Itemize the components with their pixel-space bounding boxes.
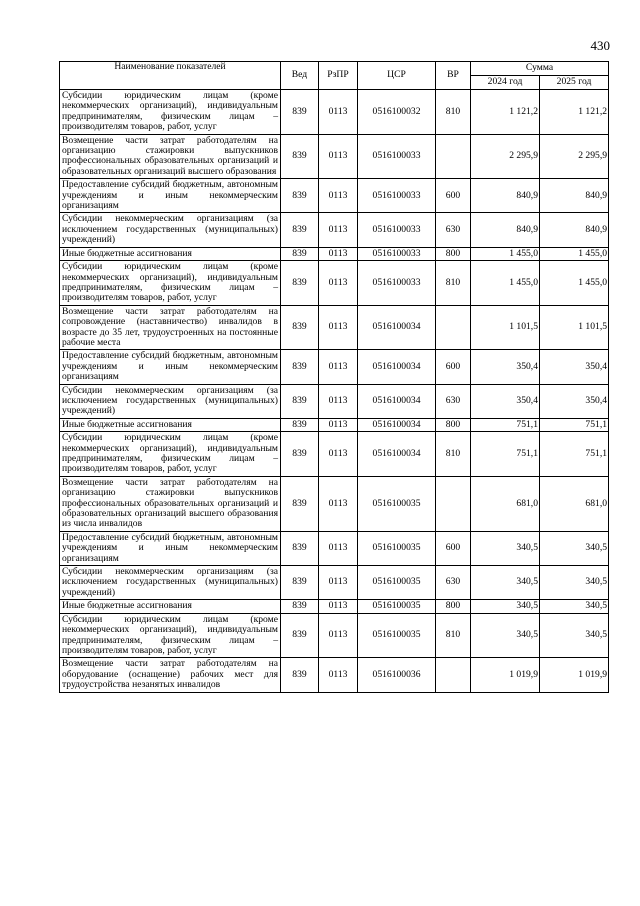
- row-sum-2025: 350,4: [540, 384, 609, 418]
- header-vr: ВР: [436, 62, 471, 90]
- row-vr: 630: [436, 213, 471, 247]
- row-vr: 810: [436, 261, 471, 306]
- row-sum-2025: 840,9: [540, 179, 609, 213]
- row-name: Субсидии некоммерческим организациям (за исключением государственных (муниципальных) учреждений): [60, 213, 281, 247]
- row-vr: 810: [436, 432, 471, 477]
- row-ved: 839: [281, 566, 319, 600]
- budget-table: [59, 61, 609, 693]
- row-sum-2025: 1 121,2: [540, 90, 609, 135]
- row-vr: 600: [436, 350, 471, 384]
- row-sum-2024: 340,5: [471, 600, 540, 613]
- row-sum-2025: 681,0: [540, 476, 609, 531]
- row-sum-2024: 751,1: [471, 418, 540, 431]
- row-csr: 0516100036: [358, 658, 436, 692]
- row-vr: [436, 305, 471, 350]
- row-csr: 0516100033: [358, 261, 436, 306]
- row-sum-2024: 1 455,0: [471, 247, 540, 260]
- row-sum-2025: 340,5: [540, 531, 609, 565]
- row-vr: 810: [436, 90, 471, 135]
- row-vr: [436, 658, 471, 692]
- row-ved: 839: [281, 600, 319, 613]
- header-year-2024: 2024 год: [471, 76, 540, 90]
- row-vr: [436, 476, 471, 531]
- row-sum-2025: 340,5: [540, 613, 609, 658]
- row-name: Иные бюджетные ассигнования: [60, 418, 281, 431]
- row-csr: 0516100035: [358, 476, 436, 531]
- row-rzpr: 0113: [319, 432, 358, 477]
- row-sum-2025: 340,5: [540, 566, 609, 600]
- table-body: [60, 90, 609, 693]
- row-csr: 0516100035: [358, 613, 436, 658]
- table-row: [60, 600, 609, 613]
- row-csr: 0516100032: [358, 90, 436, 135]
- row-csr: 0516100033: [358, 134, 436, 179]
- row-ved: 839: [281, 418, 319, 431]
- row-rzpr: 0113: [319, 418, 358, 431]
- row-sum-2024: 350,4: [471, 350, 540, 384]
- row-sum-2024: 751,1: [471, 432, 540, 477]
- row-rzpr: 0113: [319, 134, 358, 179]
- row-ved: 839: [281, 179, 319, 213]
- row-vr: 630: [436, 384, 471, 418]
- row-sum-2024: 840,9: [471, 213, 540, 247]
- table-row: [60, 531, 609, 565]
- row-rzpr: 0113: [319, 600, 358, 613]
- row-sum-2025: 340,5: [540, 600, 609, 613]
- header-csr: ЦСР: [358, 62, 436, 90]
- row-csr: 0516100035: [358, 531, 436, 565]
- row-rzpr: 0113: [319, 384, 358, 418]
- row-name: Предоставление субсидий бюджетным, автономным учреждениям и иным некоммерческим организациям: [60, 179, 281, 213]
- row-sum-2024: 2 295,9: [471, 134, 540, 179]
- table-row: [60, 658, 609, 692]
- row-csr: 0516100035: [358, 566, 436, 600]
- row-sum-2024: 1 121,2: [471, 90, 540, 135]
- row-sum-2024: 681,0: [471, 476, 540, 531]
- row-ved: 839: [281, 305, 319, 350]
- row-sum-2025: 751,1: [540, 418, 609, 431]
- table-row: [60, 213, 609, 247]
- table-row: [60, 261, 609, 306]
- row-ved: 839: [281, 384, 319, 418]
- header-sum: Сумма: [471, 62, 609, 76]
- table-row: [60, 613, 609, 658]
- row-csr: 0516100034: [358, 384, 436, 418]
- row-rzpr: 0113: [319, 261, 358, 306]
- row-ved: 839: [281, 432, 319, 477]
- table-row: [60, 476, 609, 531]
- row-ved: 839: [281, 247, 319, 260]
- page-number: 430: [590, 38, 610, 53]
- row-csr: 0516100034: [358, 432, 436, 477]
- row-csr: 0516100034: [358, 350, 436, 384]
- row-csr: 0516100034: [358, 418, 436, 431]
- row-ved: 839: [281, 658, 319, 692]
- row-sum-2024: 350,4: [471, 384, 540, 418]
- header-ved: Вед: [281, 62, 319, 90]
- row-name: Субсидии юридическим лицам (кроме некоммерческих организаций), индивидуальным предпринимателям, физическим лицам – производителям товаров, работ, услуг: [60, 432, 281, 477]
- row-sum-2025: 350,4: [540, 350, 609, 384]
- table-row: [60, 90, 609, 135]
- header-year-2025: 2025 год: [540, 76, 609, 90]
- row-csr: 0516100033: [358, 247, 436, 260]
- row-rzpr: 0113: [319, 613, 358, 658]
- row-vr: 600: [436, 531, 471, 565]
- row-csr: 0516100035: [358, 600, 436, 613]
- row-ved: 839: [281, 531, 319, 565]
- row-csr: 0516100033: [358, 179, 436, 213]
- header-name: Наименование показателей: [60, 62, 281, 90]
- row-sum-2025: 1 455,0: [540, 247, 609, 260]
- row-vr: 800: [436, 247, 471, 260]
- row-vr: [436, 134, 471, 179]
- row-ved: 839: [281, 476, 319, 531]
- table-row: [60, 247, 609, 260]
- row-sum-2024: 340,5: [471, 613, 540, 658]
- table-row: [60, 305, 609, 350]
- row-rzpr: 0113: [319, 247, 358, 260]
- row-rzpr: 0113: [319, 179, 358, 213]
- row-vr: 810: [436, 613, 471, 658]
- header-rzpr: РзПР: [319, 62, 358, 90]
- row-name: Возмещение части затрат работодателям на организацию стажировки выпускников профессиональных образовательных организаций и образовательных организаций высшего образования: [60, 134, 281, 179]
- row-rzpr: 0113: [319, 566, 358, 600]
- row-ved: 839: [281, 350, 319, 384]
- table-row: [60, 134, 609, 179]
- row-sum-2024: 1 455,0: [471, 261, 540, 306]
- row-name: Субсидии юридическим лицам (кроме некоммерческих организаций), индивидуальным предпринимателям, физическим лицам – производителям товаров, работ, услуг: [60, 261, 281, 306]
- row-sum-2024: 840,9: [471, 179, 540, 213]
- row-sum-2025: 1 101,5: [540, 305, 609, 350]
- row-name: Возмещение части затрат работодателям на сопровождение (наставничество) инвалидов в возрасте до 35 лет, трудоустроенных на постоянные рабочие места: [60, 305, 281, 350]
- row-rzpr: 0113: [319, 476, 358, 531]
- row-name: Предоставление субсидий бюджетным, автономным учреждениям и иным некоммерческим организациям: [60, 350, 281, 384]
- row-vr: 630: [436, 566, 471, 600]
- row-rzpr: 0113: [319, 305, 358, 350]
- row-name: Субсидии юридическим лицам (кроме некоммерческих организаций), индивидуальным предпринимателям, физическим лицам – производителям товаров, работ, услуг: [60, 90, 281, 135]
- row-name: Субсидии некоммерческим организациям (за исключением государственных (муниципальных) учреждений): [60, 566, 281, 600]
- row-name: Иные бюджетные ассигнования: [60, 600, 281, 613]
- row-name: Субсидии некоммерческим организациям (за исключением государственных (муниципальных) учреждений): [60, 384, 281, 418]
- row-sum-2024: 340,5: [471, 531, 540, 565]
- table-row: [60, 350, 609, 384]
- row-name: Субсидии юридическим лицам (кроме некоммерческих организаций), индивидуальным предпринимателям, физическим лицам – производителям товаров, работ, услуг: [60, 613, 281, 658]
- row-vr: 600: [436, 179, 471, 213]
- row-ved: 839: [281, 613, 319, 658]
- row-ved: 839: [281, 90, 319, 135]
- row-name: Возмещение части затрат работодателям на организацию стажировки выпускников профессиональных образовательных организаций и образовательных организаций высшего образования из числа инвалидов: [60, 476, 281, 531]
- row-rzpr: 0113: [319, 658, 358, 692]
- row-csr: 0516100034: [358, 305, 436, 350]
- row-sum-2025: 1 455,0: [540, 261, 609, 306]
- table-row: [60, 432, 609, 477]
- table-row: [60, 418, 609, 431]
- row-vr: 800: [436, 418, 471, 431]
- row-rzpr: 0113: [319, 531, 358, 565]
- row-sum-2024: 1 019,9: [471, 658, 540, 692]
- row-rzpr: 0113: [319, 350, 358, 384]
- table-row: [60, 179, 609, 213]
- row-vr: 800: [436, 600, 471, 613]
- row-sum-2025: 751,1: [540, 432, 609, 477]
- table-header: [60, 62, 609, 90]
- row-ved: 839: [281, 213, 319, 247]
- row-rzpr: 0113: [319, 90, 358, 135]
- table-row: [60, 384, 609, 418]
- row-sum-2025: 2 295,9: [540, 134, 609, 179]
- table-row: [60, 566, 609, 600]
- row-ved: 839: [281, 261, 319, 306]
- row-name: Возмещение части затрат работодателям на оборудование (оснащение) рабочих мест для трудоустройства незанятых инвалидов: [60, 658, 281, 692]
- row-csr: 0516100033: [358, 213, 436, 247]
- row-sum-2025: 1 019,9: [540, 658, 609, 692]
- row-name: Иные бюджетные ассигнования: [60, 247, 281, 260]
- row-name: Предоставление субсидий бюджетным, автономным учреждениям и иным некоммерческим организациям: [60, 531, 281, 565]
- row-ved: 839: [281, 134, 319, 179]
- row-sum-2025: 840,9: [540, 213, 609, 247]
- row-sum-2024: 1 101,5: [471, 305, 540, 350]
- row-rzpr: 0113: [319, 213, 358, 247]
- row-sum-2024: 340,5: [471, 566, 540, 600]
